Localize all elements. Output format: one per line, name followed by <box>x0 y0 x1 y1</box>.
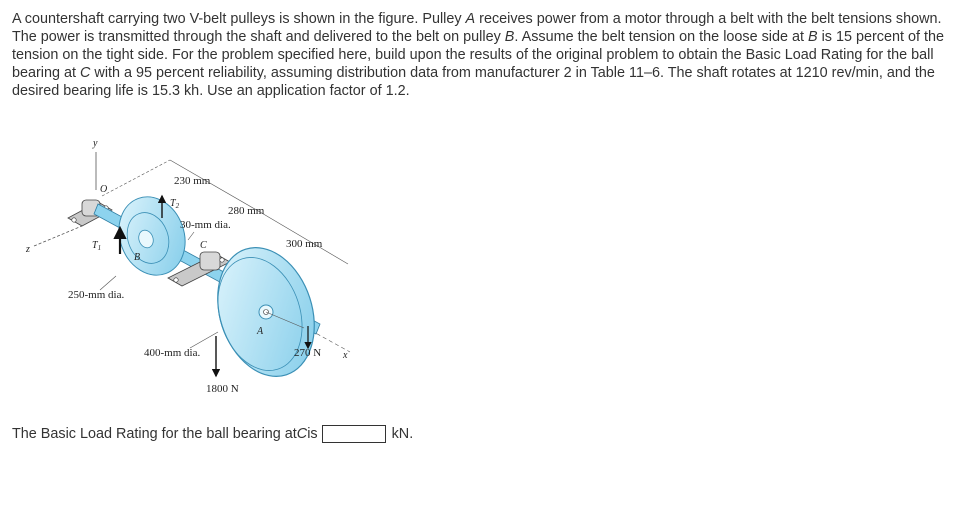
pulley-b-label: B <box>134 252 141 263</box>
pulley-a-dia-label: 400-mm dia. <box>144 347 201 359</box>
pulley-b-dia-label: 250-mm dia. <box>68 289 125 301</box>
answer-prefix: The Basic Load Rating for the ball bearing at <box>12 426 297 442</box>
pulley-b <box>108 187 196 284</box>
answer-input[interactable] <box>322 425 386 443</box>
pulley-a-dia-leader <box>190 332 218 348</box>
bearing-c-label: C <box>200 240 207 251</box>
problem-var-c: C <box>80 65 91 81</box>
pulley-a-label: A <box>257 326 264 337</box>
problem-text: is 15 percent of the tension on the tight side. For the problem specified here, build upon the results of the original problem to obtain the Basic Load Rating for the ball bearing at <box>12 29 945 81</box>
problem-var-a: A <box>465 11 476 27</box>
problem-var-b: B <box>504 29 515 45</box>
y-axis-label: y <box>93 138 98 149</box>
problem-text: A countershaft carrying two V-belt pulleys is shown in the figure. Pulley <box>12 11 466 27</box>
answer-row <box>12 424 413 444</box>
z-axis-label: z <box>26 244 30 255</box>
dim-300-label: 300 mm <box>286 238 323 250</box>
shaft-dia-label: 30-mm dia. <box>180 219 231 231</box>
force-1800-label: 1800 N <box>206 383 239 395</box>
answer-unit: kN. <box>391 426 414 442</box>
answer-mid: is <box>307 426 318 442</box>
problem-text: with a 95 percent reliability, assuming distribution data from manufacturer 2 in Table 11–6. The shaft rotates at 1210 rev/min, and the desired bearing life is 15.3 kh. Use an application factor of 1.2. <box>12 65 935 99</box>
dim-230-line <box>102 160 170 196</box>
t1-label: $T_1$ <box>92 240 102 252</box>
dim-230-label: 230 mm <box>174 175 211 187</box>
problem-text: receives power from a motor through a belt with the belt tensions shown. The power is transmitted through the shaft and delivered to the belt on pulley <box>12 11 942 45</box>
answer-point: C <box>296 426 308 442</box>
dim-280-label: 280 mm <box>228 205 265 217</box>
problem-var-b: B <box>808 29 818 45</box>
shaft-dia-leader <box>188 232 194 240</box>
problem-statement <box>12 10 962 100</box>
origin-label: O <box>100 184 108 195</box>
x-axis-label: x <box>343 350 348 361</box>
force-270-label: 270 N <box>294 347 322 359</box>
problem-text: . Assume the belt tension on the loose side at <box>514 29 808 45</box>
countershaft-figure <box>20 130 380 405</box>
z-axis-line <box>34 226 82 246</box>
pulley-b-dia-leader <box>100 276 116 290</box>
t2-label: $T_2$ <box>170 198 180 210</box>
